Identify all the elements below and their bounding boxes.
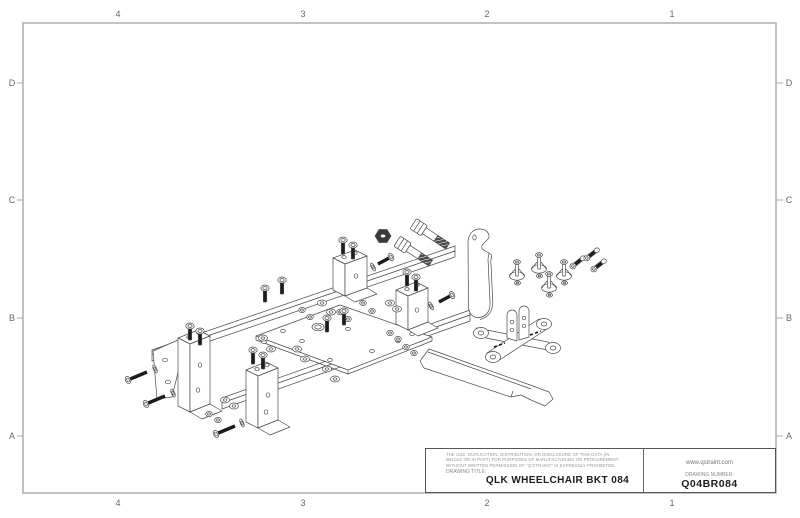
hex-nut-large	[375, 230, 391, 243]
pin-assembly	[532, 253, 547, 279]
drawing-number: Q04BR084	[681, 478, 738, 490]
hex-bolt-large	[410, 219, 451, 251]
zone-col-label: 1	[669, 498, 675, 508]
hex-nut	[395, 336, 402, 341]
flat-washer	[230, 403, 239, 409]
sheet-border	[17, 23, 783, 493]
pin-assembly	[542, 272, 557, 298]
hex-nut	[403, 344, 410, 349]
zone-row-label: C	[8, 195, 16, 205]
zone-col-label: 3	[300, 9, 306, 19]
flat-washer	[393, 306, 402, 312]
drawing-number-label: DRAWING NUMBER:	[685, 472, 734, 478]
title-block	[425, 448, 776, 493]
flat-washer	[301, 356, 310, 362]
zone-row-label: C	[785, 195, 793, 205]
flat-washer	[323, 366, 332, 372]
cap-screw	[278, 277, 286, 294]
zone-col-label: 2	[484, 498, 490, 508]
zone-col-label: 1	[669, 9, 675, 19]
disclaimer	[446, 452, 638, 468]
hex-nut	[299, 307, 306, 312]
flat-washer	[293, 346, 302, 352]
zone-labels	[9, 9, 793, 508]
hex-bolt	[124, 364, 158, 384]
assembly	[124, 219, 607, 439]
zone-ticks	[17, 83, 783, 436]
disclaimer-line: THE USE, DUPLICATION, DISTRIBUTION, OR DISCLOSURE OF THIS DATA (IN	[446, 452, 610, 457]
title-block-right	[643, 449, 775, 492]
anchor-bracket-bottom	[246, 362, 290, 435]
hex-nut	[387, 330, 394, 335]
disclaimer-line: WITHOUT WRITTEN PERMISSION OF "Q'STRAINT" IS EXPRESSLY PROHIBITED.	[446, 462, 616, 468]
pin-assembly	[510, 260, 525, 286]
small-bolt	[583, 246, 601, 262]
zone-col-label: 4	[115, 498, 121, 508]
drawing-title: QLK WHEELCHAIR BKT 084	[485, 475, 630, 486]
hex-nut	[411, 350, 418, 355]
cap-screw	[339, 237, 347, 254]
zone-row-label: A	[785, 431, 793, 441]
zone-col-label: 2	[484, 9, 490, 19]
cap-screw	[261, 285, 269, 302]
flat-washer	[386, 300, 395, 306]
cap-screw	[403, 269, 411, 286]
small-bolt	[590, 257, 608, 273]
zone-row-label: B	[8, 313, 16, 323]
hex-nut	[360, 300, 367, 305]
title-block-left	[426, 449, 643, 492]
flat-washer	[267, 346, 276, 352]
flat-washer	[318, 300, 327, 306]
zone-col-label: 4	[115, 9, 121, 19]
zone-row-label: A	[8, 431, 16, 441]
drawing-title-label: DRAWING TITLE:	[446, 469, 487, 475]
zone-row-label: D	[8, 78, 16, 88]
flat-washer	[331, 376, 340, 382]
zone-row-label: B	[785, 313, 793, 323]
hex-nut	[206, 411, 213, 416]
pin-assembly	[557, 260, 572, 286]
cap-screw	[249, 347, 257, 364]
hex-nut	[369, 308, 376, 313]
anchor-bracket-left	[153, 330, 222, 419]
flat-washer	[221, 397, 230, 403]
zone-col-label: 3	[300, 498, 306, 508]
flat-washer	[259, 335, 268, 341]
cam-lever	[468, 229, 493, 320]
hex-nut	[307, 314, 314, 319]
disclaimer-line: WHOLE OR IN PART) FOR PURPOSES OF MANUFACTURING OR PROCUREMENT	[446, 457, 619, 463]
website: www.qstraint.com	[685, 460, 733, 466]
zone-row-label: D	[785, 78, 793, 88]
flat-washer	[327, 309, 336, 315]
hex-nut	[215, 417, 222, 422]
hex-bolt	[427, 290, 456, 310]
